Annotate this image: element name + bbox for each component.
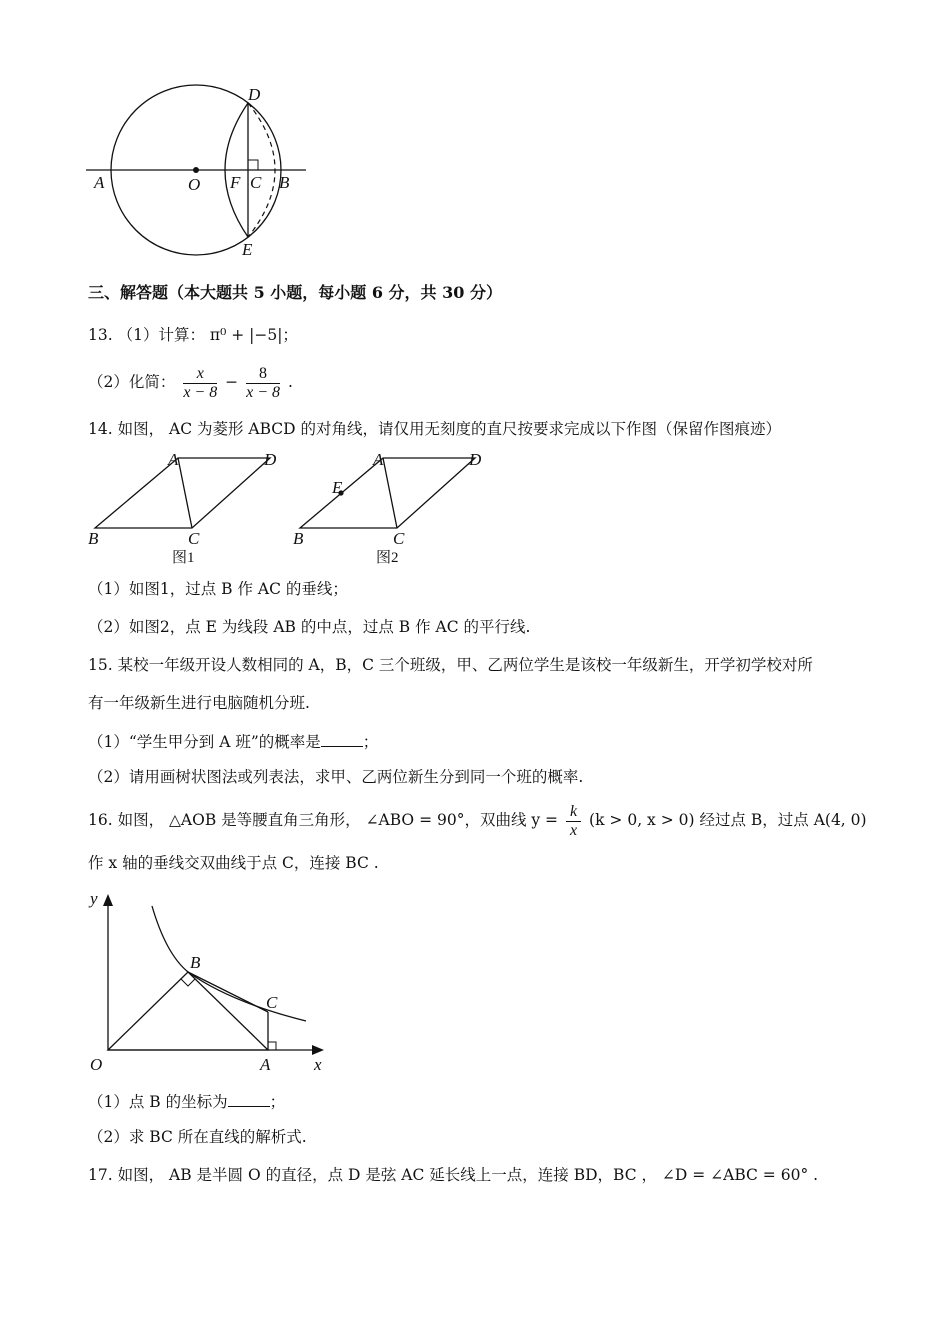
- q13-p1-expr: π⁰ + |−5|；: [209, 326, 298, 344]
- fig2-label-D: D: [469, 450, 482, 469]
- label-C: C: [250, 173, 262, 192]
- q13-part1: [88, 324, 298, 346]
- minus-sign: −: [225, 373, 239, 391]
- label-C: C: [266, 993, 278, 1012]
- hyperbola-denominator: x: [570, 821, 578, 839]
- label-x: x: [314, 1055, 322, 1074]
- section-heading: 三、解答题（本大题共 5 小题，每小题 6 分，共 30 分）: [88, 283, 502, 302]
- label-O: O: [90, 1055, 103, 1074]
- q15-part1: [88, 730, 378, 753]
- q16-p1-end: ；: [269, 1093, 286, 1111]
- q17-stem: 17. 如图， AB 是半圆 O 的直径，点 D 是弦 AC 延长线上一点，连接 BD，BC ， ∠D = ∠ABC = 60° .: [88, 1166, 819, 1184]
- q16-stem-b: (k > 0, x > 0) 经过点 B，过点 A(4, 0): [589, 811, 867, 829]
- q15-p1-text: （1）“学生甲分到 A 班”的概率是: [88, 733, 321, 751]
- q15-line1: 15. 某校一年级开设人数相同的 A，B，C 三个班级，甲、乙两位学生是该校一年级新生，开学初学校对所: [88, 656, 813, 674]
- fig1-label-C: C: [188, 529, 200, 548]
- q13-p1-prefix: 13. （1）计算：: [88, 326, 205, 344]
- segment-bc: [188, 972, 268, 1012]
- label-F: F: [230, 173, 241, 192]
- q14-stem: 14. 如图， AC 为菱形 ABCD 的对角线，请仅用无刻度的直尺按要求完成以下作图（保留作图痕迹）: [88, 420, 781, 438]
- fig1-label-A: A: [168, 450, 179, 469]
- label-E: E: [242, 240, 253, 259]
- q14-part1: （1）如图1，过点 B 作 AC 的垂线；: [88, 580, 348, 598]
- q16-stem-a: 16. 如图， △AOB 是等腰直角三角形， ∠ABO = 90°，双曲线 y =: [88, 811, 559, 829]
- label-A: A: [94, 173, 105, 192]
- rhombus-figures: [80, 448, 520, 568]
- figure-1: [88, 450, 277, 566]
- frac1-denominator: x − 8: [183, 383, 218, 401]
- hyperbola-figure: [80, 884, 340, 1084]
- label-B: B: [279, 173, 290, 192]
- fig1-label-B: B: [88, 529, 99, 548]
- fig1-caption: 图1: [172, 550, 195, 566]
- rhombus-1: [95, 458, 270, 528]
- label-B: B: [190, 953, 201, 972]
- frac2-denominator: x − 8: [246, 383, 280, 401]
- label-A: A: [260, 1055, 271, 1074]
- label-D: D: [248, 85, 261, 104]
- diagonal-ac-2: [383, 458, 397, 528]
- q16-p1-text: （1）点 B 的坐标为: [88, 1093, 228, 1111]
- q16-part1: [88, 1090, 285, 1113]
- hyperbola-fraction: [566, 803, 581, 840]
- circle-figure: [80, 80, 320, 260]
- label-O: O: [188, 175, 201, 194]
- figure-2: [293, 450, 482, 566]
- q16-line2: 作 x 轴的垂线交双曲线于点 C，连接 BC .: [88, 854, 379, 872]
- q15-line2: 有一年级新生进行电脑随机分班.: [88, 694, 310, 712]
- q15-p1-end: ；: [362, 733, 379, 751]
- diagonal-ac-1: [178, 458, 192, 528]
- frac1-numerator: x: [183, 365, 217, 384]
- fig2-label-A: A: [373, 450, 384, 469]
- fig2-caption: 图2: [376, 550, 399, 566]
- right-angle-b: [181, 979, 195, 986]
- x-axis-arrow: [312, 1045, 324, 1055]
- hyperbola-curve: [152, 906, 306, 1021]
- right-angle-a: [268, 1042, 276, 1050]
- q13-p2-end: .: [287, 373, 293, 391]
- q15-part2: （2）请用画树状图法或列表法，求甲、乙两位新生分到同一个班的概率.: [88, 768, 584, 786]
- y-axis-arrow: [103, 894, 113, 906]
- fig2-label-E: E: [332, 478, 343, 497]
- frac2-numerator: 8: [246, 365, 280, 384]
- rhombus-2: [300, 458, 475, 528]
- q16-part2: （2）求 BC 所在直线的解析式.: [88, 1128, 307, 1146]
- label-y: y: [90, 889, 98, 908]
- triangle-aob: [108, 972, 268, 1050]
- q13-p2-prefix: （2）化简：: [88, 373, 176, 391]
- right-angle-mark: [248, 160, 258, 170]
- answer-blank[interactable]: [228, 1090, 270, 1107]
- fig2-label-B: B: [293, 529, 304, 548]
- fig1-label-D: D: [264, 450, 277, 469]
- hyperbola-numerator: k: [566, 803, 581, 822]
- q14-part2: （2）如图2，点 E 为线段 AB 的中点，过点 B 作 AC 的平行线.: [88, 618, 531, 636]
- fraction-1: [183, 365, 217, 402]
- q16-stem: [88, 800, 867, 840]
- answer-blank[interactable]: [321, 730, 363, 747]
- center-point: [193, 167, 199, 173]
- fig2-label-C: C: [393, 529, 405, 548]
- q13-part2: [88, 362, 293, 402]
- fraction-2: [246, 365, 280, 402]
